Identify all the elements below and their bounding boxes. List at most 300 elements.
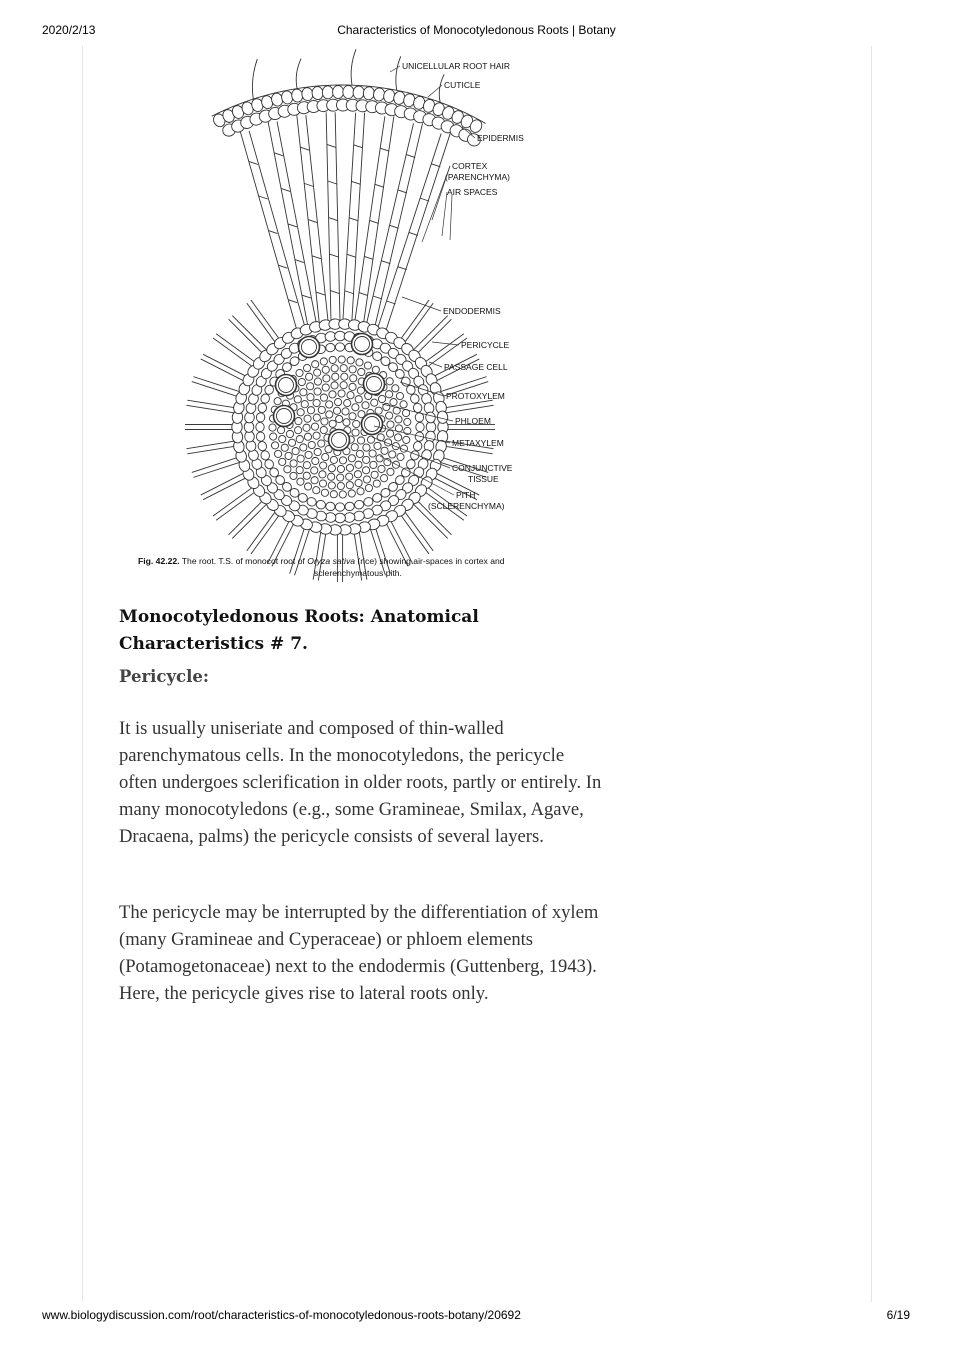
paragraph-1: It is usually uniseriate and composed of thin-walled parenchymatous cells. In the monocotyledons, the pericycle often undergoes sclerification in older roots, partly or entirely. In many monocotyledons (e.g., some Gramineae, Smilax, Agave, Dracaena, palms) the pericycle consists of several layers.	[119, 718, 602, 847]
pith-cell	[300, 389, 307, 396]
cortex-cell-strands	[240, 112, 450, 335]
ring-cell	[335, 343, 344, 351]
pith-cell	[373, 480, 380, 487]
ring-cell	[256, 422, 264, 431]
cortex-strand-wall	[351, 181, 360, 184]
cortex-strand-wall	[329, 218, 338, 221]
pith-cell	[329, 391, 336, 398]
pith-cell	[340, 365, 347, 372]
cortex-strand-edge	[363, 116, 394, 328]
pith-cell	[354, 471, 361, 478]
cortex-strand-edge	[365, 123, 414, 331]
cortex-strand-wall	[359, 293, 368, 296]
pith-cell	[342, 408, 349, 415]
cortex-strand-wall	[431, 164, 440, 167]
pith-cell	[358, 368, 365, 375]
pith-cell	[362, 402, 369, 409]
pith-cell	[296, 466, 303, 473]
cortex-filament-edge	[203, 476, 249, 500]
pith-cell	[285, 452, 292, 459]
ring-cell	[256, 412, 265, 422]
cortex-filament-edge	[216, 334, 258, 365]
cortex-strand-wall	[302, 295, 311, 298]
cortex-filament-edge	[213, 338, 255, 369]
pith-cell	[356, 450, 363, 457]
pith-cell	[338, 390, 345, 397]
ring-cell	[345, 502, 355, 511]
cortex-strand-wall	[312, 256, 321, 259]
pith-cell	[346, 473, 353, 480]
print-page-title: Characteristics of Monocotyledonous Roots | Botany	[337, 23, 616, 37]
pith-cell	[320, 358, 327, 365]
metaxylem-lumen	[365, 417, 380, 432]
pith-cell	[338, 356, 345, 363]
pith-cell	[326, 411, 333, 418]
pith-cell	[304, 483, 311, 490]
pith-cell	[333, 407, 340, 414]
pith-cell	[320, 462, 327, 469]
ring-cell	[315, 499, 326, 509]
cortex-strand-wall	[387, 301, 396, 304]
section-heading	[119, 604, 539, 658]
pith-cell	[372, 366, 379, 373]
pith-cell	[337, 482, 344, 489]
pith-cell	[271, 442, 278, 449]
pith-cell	[331, 382, 338, 389]
cortex-filament-edge	[398, 300, 429, 342]
cortex-filament-edge	[251, 512, 282, 554]
cortex-strand-wall	[316, 292, 325, 295]
pith-cell	[318, 406, 325, 413]
pith-cell	[347, 357, 354, 364]
pith-cell	[307, 394, 314, 401]
cortex-strand-wall	[304, 183, 313, 186]
root-section-drawing	[132, 42, 602, 582]
cortex-filament-edge	[247, 303, 278, 345]
pith-cell	[288, 439, 295, 446]
cortex-strand-wall	[406, 155, 415, 158]
label-cuticle: CUTICLE	[444, 80, 481, 90]
pith-cell	[387, 468, 394, 475]
pith-cell	[386, 430, 393, 437]
pith-cell	[400, 401, 407, 408]
cortex-strand-wall	[380, 148, 389, 151]
pith-cell	[279, 435, 286, 442]
pith-cell	[307, 383, 314, 390]
pith-cell	[369, 450, 376, 457]
pith-cell	[311, 423, 318, 430]
pith-cell	[370, 461, 377, 468]
cortex-strand-wall	[278, 265, 287, 268]
label-cortex: CORTEX	[452, 161, 488, 171]
ring-cell	[354, 499, 365, 509]
ring-cell	[325, 343, 335, 352]
pith-cell	[296, 436, 303, 443]
cortex-strand-wall	[288, 224, 297, 227]
pith-cell	[390, 399, 397, 406]
pith-cell	[334, 398, 341, 405]
cortex-strand-wall	[390, 225, 399, 228]
pith-cell	[364, 362, 371, 369]
pith-cell	[307, 407, 314, 414]
pith-cell	[292, 447, 299, 454]
ring-cell	[325, 502, 335, 511]
pith-cell	[363, 444, 370, 451]
pith-cell	[314, 388, 321, 395]
pith-cell	[346, 482, 353, 489]
pith-cell	[329, 356, 336, 363]
pith-cell	[295, 418, 302, 425]
pith-cell	[392, 385, 399, 392]
pith-cell	[295, 427, 302, 434]
cortex-filament-edge	[422, 334, 464, 365]
cortex-filament-edge	[216, 490, 258, 521]
pith-cell	[321, 489, 328, 496]
cortex-filament-edge	[403, 509, 434, 551]
pith-cell	[340, 382, 347, 389]
cortex-strand-wall	[409, 232, 418, 235]
pith-cell	[286, 430, 293, 437]
subheading-pericycle: Pericycle:	[119, 667, 209, 686]
cortex-strand-wall	[398, 190, 407, 193]
root-hair	[296, 59, 301, 89]
label-pith: PITH	[456, 490, 476, 500]
cortex-strand-edge	[384, 134, 450, 336]
label-leader	[432, 342, 459, 345]
pith-cell	[306, 373, 313, 380]
ring-cell	[257, 402, 267, 413]
cortex-filament-edge	[232, 316, 269, 353]
cortex-strand-wall	[295, 260, 304, 263]
cortex-strand-wall	[329, 254, 338, 257]
pith-cell	[332, 373, 339, 380]
label-phloem: PHLOEM	[455, 416, 491, 426]
pith-cell	[378, 465, 385, 472]
pith-cell	[313, 414, 320, 421]
pith-cell	[349, 413, 356, 420]
cortex-strand-wall	[281, 188, 290, 191]
print-date: 2020/2/13	[42, 23, 96, 37]
epidermis-cell	[343, 85, 354, 98]
cortex-strand-wall	[288, 300, 297, 303]
pith-cell	[386, 378, 393, 385]
cortex-strand-wall	[249, 161, 258, 164]
label-pericycle: PERICYCLE	[461, 340, 510, 350]
pith-cell	[313, 432, 320, 439]
epidermis-cell	[353, 86, 365, 100]
pith-cell	[329, 420, 336, 427]
pith-cell	[311, 467, 318, 474]
pith-cell	[353, 420, 360, 427]
metaxylem-lumen	[302, 340, 317, 355]
ring-cell	[412, 441, 422, 452]
label-cortex-parenchyma: (PARENCHYMA)	[445, 172, 511, 182]
pith-cell	[318, 440, 325, 447]
pith-cell	[386, 412, 393, 419]
pith-cell	[397, 453, 404, 460]
cortex-strand-wall	[268, 231, 277, 234]
content-border-left	[82, 46, 83, 1302]
pith-cell	[322, 384, 329, 391]
cortex-strand-wall	[381, 261, 390, 264]
pith-cell	[387, 421, 394, 428]
pith-cell	[314, 448, 321, 455]
figure-number: Fig. 42.22.	[138, 556, 180, 566]
pith-cell	[314, 378, 321, 385]
pith-cell	[331, 365, 338, 372]
pith-cell	[304, 415, 311, 422]
pith-cell	[304, 433, 311, 440]
pith-cell	[337, 474, 344, 481]
pith-cell	[380, 475, 387, 482]
caption-species: Oryza sativa	[307, 556, 356, 566]
pith-cell	[290, 460, 297, 467]
pith-cell	[308, 441, 315, 448]
pith-cell	[349, 366, 356, 373]
cortex-strand-wall	[349, 218, 358, 221]
label-root-hair: UNICELLULAR ROOT HAIR	[402, 61, 511, 71]
pith-cell	[274, 398, 281, 405]
label-metaxylem: METAXYLEM	[452, 438, 504, 448]
epidermis-cell	[312, 86, 324, 100]
pith-cell	[394, 434, 401, 441]
paragraph-2: The pericycle may be interrupted by the differentiation of xylem (many Gramineae and Cyperaceae) or phloem elements (Potamogetonaceae) next to the endodermis (Guttenberg, 1943). Here, the pericycle gives rise to lateral roots only.	[119, 902, 599, 1004]
pith-cell	[305, 451, 312, 458]
pith-cell	[349, 383, 356, 390]
pith-cell	[339, 491, 346, 498]
pith-cell	[319, 471, 326, 478]
pith-cell	[374, 442, 381, 449]
cortex-strand-wall	[259, 196, 268, 199]
label-passage-cell: PASSAGE CELL	[444, 362, 508, 372]
cortex-filament-edge	[232, 502, 269, 539]
pith-cell	[328, 482, 335, 489]
pith-cell	[320, 394, 327, 401]
print-url: www.biologydiscussion.com/root/characteristics-of-monocotyledonous-roots-botany/20692	[42, 1308, 521, 1322]
metaxylem-lumen	[332, 433, 347, 448]
pith-cell	[297, 478, 304, 485]
cortex-strand-wall	[327, 144, 336, 147]
label-epidermis: EPIDERMIS	[477, 133, 524, 143]
ring-cell	[257, 441, 267, 452]
pith-cell	[355, 396, 362, 403]
cortex-filament-edge	[201, 471, 247, 495]
pith-cell	[355, 479, 362, 486]
epidermis-cell	[333, 85, 344, 98]
pith-cell	[301, 401, 308, 408]
label-leader	[450, 195, 452, 240]
cortex-filament-edge	[203, 354, 249, 378]
pith-cell	[270, 433, 277, 440]
caption-text-b: (rice) showing air-spaces in cortex and	[355, 556, 505, 566]
pith-cell	[269, 424, 276, 431]
pith-cell	[339, 457, 346, 464]
metaxylem-lumen	[367, 377, 382, 392]
pith-cell	[297, 409, 304, 416]
label-leader	[442, 192, 447, 236]
cortex-filament-edge	[251, 300, 282, 342]
cortex-strand-wall	[328, 181, 337, 184]
section-heading-line1: Monocotyledonous Roots: Anatomical	[119, 607, 479, 627]
content-border-right	[871, 46, 872, 1302]
cortex-filament-edge	[201, 359, 247, 383]
caption-text-a: The root. T.S. of monocot root of	[179, 556, 308, 566]
pith-cell	[284, 466, 291, 473]
pith-cell	[311, 477, 318, 484]
pith-cell	[298, 378, 305, 385]
pith-cell	[355, 461, 362, 468]
pith-cell	[328, 473, 335, 480]
pith-cell	[396, 392, 403, 399]
page-number: 6/19	[886, 1308, 910, 1322]
epidermis-cell	[363, 86, 375, 100]
metaxylem-lumen	[277, 409, 292, 424]
pith-cell	[352, 429, 359, 436]
pith-cell	[377, 434, 384, 441]
pith-cell	[277, 426, 284, 433]
cortex-filament-edge	[229, 319, 266, 356]
root-hair	[396, 56, 401, 90]
pith-cell	[328, 465, 335, 472]
cortex-filament-edge	[415, 319, 452, 356]
pith-cell	[363, 476, 370, 483]
label-conjunctive: CONJUNCTIVE	[452, 463, 513, 473]
pith-cell	[313, 399, 320, 406]
pith-cell	[322, 453, 329, 460]
pith-cell	[375, 407, 382, 414]
pith-cell	[330, 456, 337, 463]
pith-cell	[321, 418, 328, 425]
pith-cell	[347, 392, 354, 399]
pith-cell	[303, 462, 310, 469]
cortex-strand-wall	[373, 296, 382, 299]
cortex-strand-wall	[308, 220, 317, 223]
stele	[232, 319, 449, 536]
pith-cell	[323, 375, 330, 382]
figure-caption-line2: sclerenchymatous pith.	[314, 568, 402, 578]
label-air-spaces: AIR SPACES	[447, 187, 498, 197]
pith-cell	[350, 375, 357, 382]
root-section-figure	[132, 42, 602, 582]
cortex-filament-edge	[398, 512, 429, 554]
metaxylem-lumen	[355, 337, 370, 352]
pith-cell	[362, 467, 369, 474]
pith-cell	[303, 424, 310, 431]
pith-cell	[312, 457, 319, 464]
cortex-strand-wall	[354, 145, 363, 148]
pith-cell	[300, 444, 307, 451]
label-pith-sclerenchyma: (SCLERENCHYMA)	[428, 501, 505, 511]
cortex-filament-edge	[403, 303, 434, 345]
pith-cell	[381, 447, 388, 454]
pith-cell	[319, 480, 326, 487]
ring-cell	[256, 432, 265, 442]
pith-cell	[326, 401, 333, 408]
figure-caption-line1	[138, 556, 505, 566]
pith-cell	[403, 436, 410, 443]
pith-cell	[344, 399, 351, 406]
ring-cell	[416, 422, 424, 431]
label-conjunctive-tissue: TISSUE	[468, 474, 499, 484]
pith-cell	[303, 364, 310, 371]
ring-cell	[425, 412, 436, 424]
cortex-strand-wall	[345, 291, 354, 294]
pith-cell	[395, 416, 402, 423]
pith-cell	[343, 419, 350, 426]
cortex-strand-wall	[274, 153, 283, 156]
pith-cell	[341, 373, 348, 380]
pith-cell	[357, 387, 364, 394]
pith-cell	[378, 395, 385, 402]
ring-cell	[335, 503, 344, 511]
cortex-filament-edge	[411, 316, 448, 353]
cortex-filament-edge	[213, 485, 255, 516]
pith-cell	[385, 391, 392, 398]
pith-cell	[404, 418, 411, 425]
label-leader	[402, 297, 441, 311]
pith-cell	[356, 359, 363, 366]
pith-cell	[274, 450, 281, 457]
pith-cell	[322, 366, 329, 373]
pith-cell	[314, 369, 321, 376]
pith-cell	[281, 444, 288, 451]
pith-cell	[371, 399, 378, 406]
pith-cell	[313, 487, 320, 494]
pith-cell	[312, 361, 319, 368]
pith-cell	[348, 455, 355, 462]
cortex-strand-edge	[326, 112, 331, 327]
cortex-strand-wall	[364, 256, 373, 259]
pith-cell	[357, 437, 364, 444]
pith-cell	[371, 471, 378, 478]
pith-cell	[279, 458, 286, 465]
pith-cell	[320, 426, 327, 433]
pith-cell	[294, 396, 301, 403]
pith-cell	[337, 465, 344, 472]
cortex-strand-wall	[375, 184, 384, 187]
pith-cell	[296, 369, 303, 376]
cortex-strand-edge	[306, 115, 329, 328]
cortex-strand-wall	[330, 291, 339, 294]
pith-cell	[352, 404, 359, 411]
pith-cell	[297, 455, 304, 462]
pith-cell	[346, 464, 353, 471]
label-protoxylem: PROTOXYLEM	[446, 391, 505, 401]
cortex-filament-edge	[229, 498, 266, 535]
epidermis-cell	[322, 86, 334, 100]
cortex-strand-wall	[300, 147, 309, 150]
cortex-strand-wall	[347, 254, 356, 257]
cortex-strand-wall	[398, 267, 407, 270]
cortex-filament-edge	[247, 509, 278, 551]
root-hair	[351, 49, 356, 85]
cortex-strand-wall	[370, 220, 379, 223]
pith-cell	[290, 472, 297, 479]
cortex-strand-wall	[420, 198, 429, 201]
pith-cell	[389, 451, 396, 458]
pith-cell	[330, 491, 337, 498]
section-heading-line2: Characteristics # 7.	[119, 634, 308, 654]
pith-cell	[367, 436, 374, 443]
cortex-strand-edge	[374, 123, 423, 331]
pith-cell	[363, 456, 370, 463]
pith-cell	[336, 415, 343, 422]
pith-cell	[376, 455, 383, 462]
label-endodermis: ENDODERMIS	[443, 306, 501, 316]
metaxylem-lumen	[279, 378, 294, 393]
root-hair	[252, 59, 257, 99]
label-leader	[428, 85, 442, 97]
